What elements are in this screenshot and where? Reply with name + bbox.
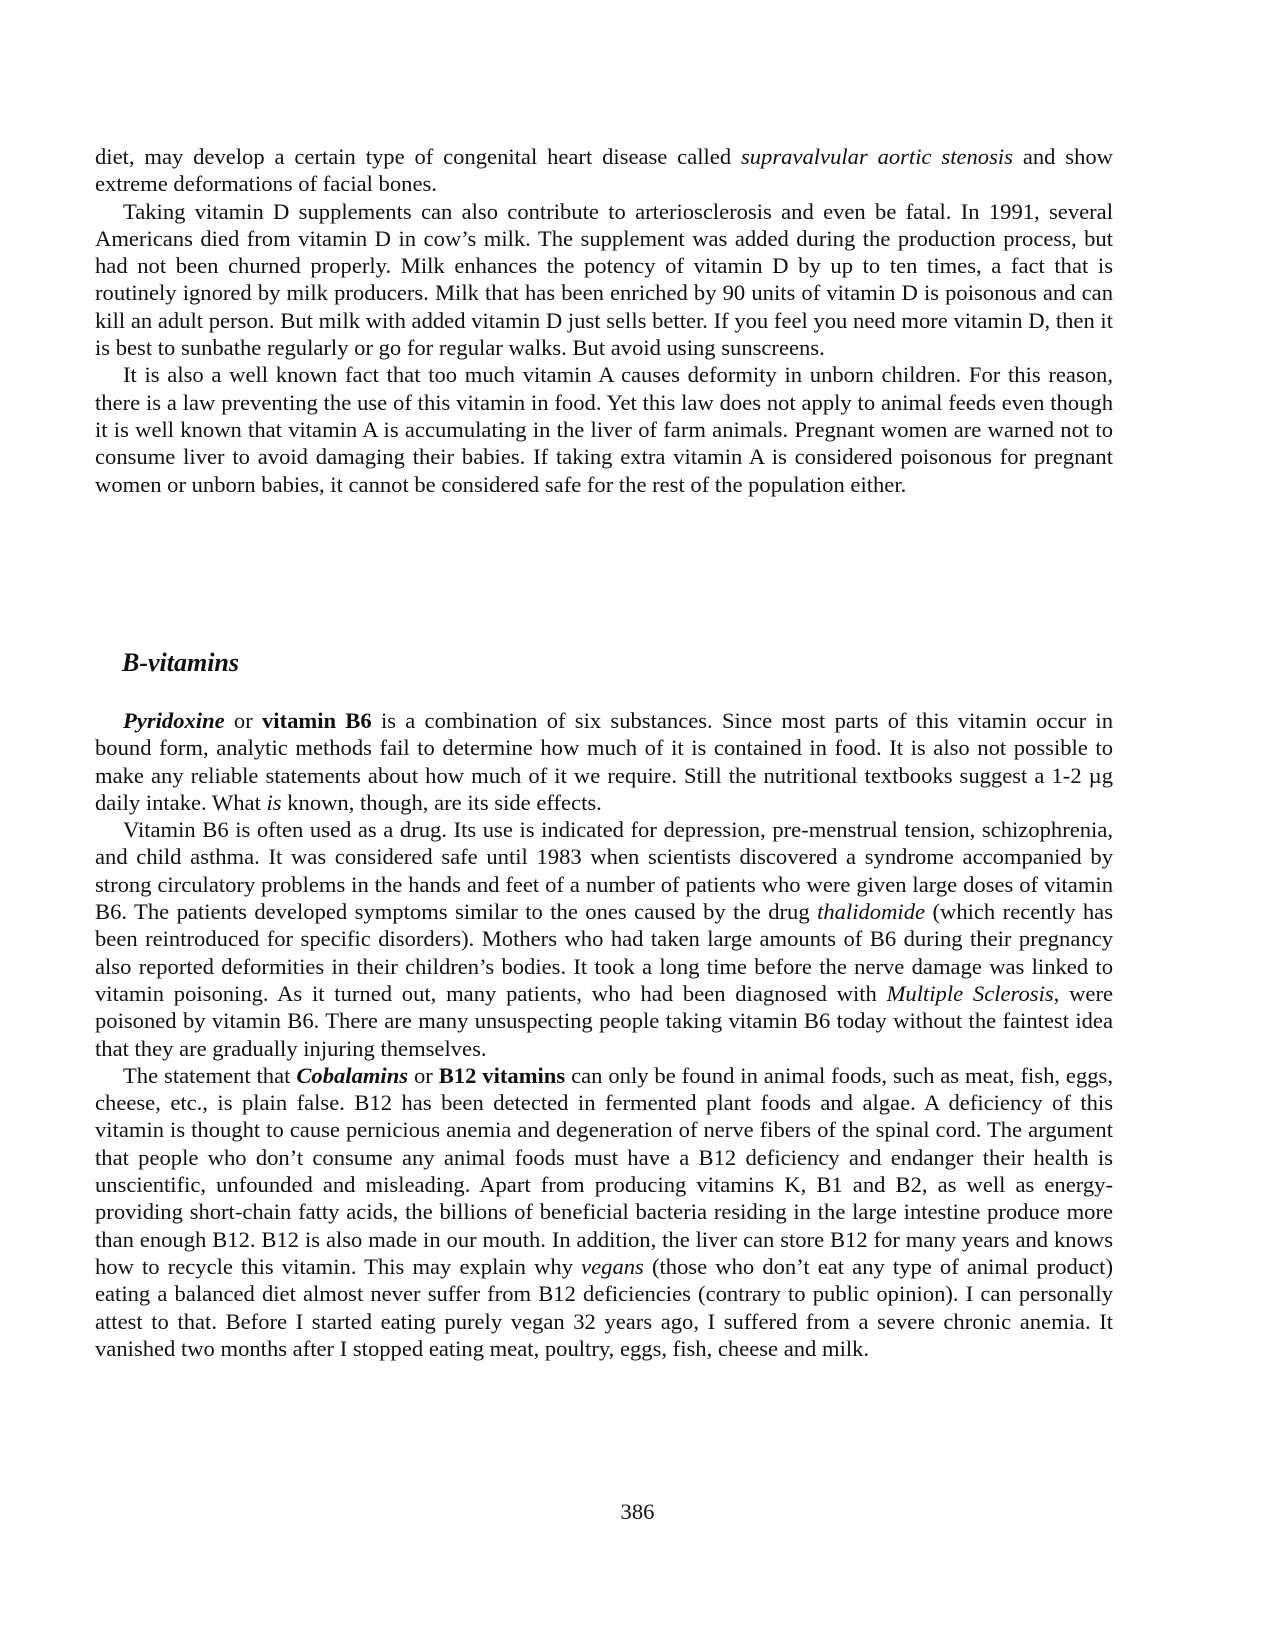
text: (which recently has been reintroduced for specific disorders). Mothers who had taken large amounts of B6 during their pregnancy also reported deformities in their children’s bodies. It took a long time before the nerve damage was linked to vitamin poisoning. As it turned out, many patients, who had been diagnosed with <box>95 899 1114 1006</box>
text: known, though, are its side effects. <box>281 789 602 815</box>
italic-term: supravalvular aortic stenosis <box>740 144 1013 169</box>
text: Vitamin B6 is often used as a drug. Its use is indicated for depression, pre-menstrual tension, schizophrenia, and child asthma. It was considered safe until 1983 when scientists discovered a syndrome accompanied by strong circulatory problems in the hands and feet of a number of patients who were given large doses of vitamin B6. The patients developed symptoms similar to the ones caused by the drug <box>95 817 1113 925</box>
text-block-bottom <box>95 707 1113 1362</box>
italic-term: is <box>266 789 282 815</box>
paragraph <box>95 143 1113 198</box>
text: or <box>224 708 262 733</box>
italic-term: Multiple Sclerosis <box>886 980 1054 1006</box>
page-number: 386 <box>620 1499 655 1524</box>
text-block-top <box>95 143 1113 498</box>
bold-italic-term: Cobalamins <box>296 1062 409 1088</box>
text: or <box>408 1062 439 1088</box>
text: and show extreme deformations of facial bones. <box>95 144 1113 197</box>
paragraph <box>95 816 1113 1062</box>
bold-italic-term: Pyridoxine <box>123 708 225 733</box>
text: can only be found in animal foods, such as meat, fish, eggs, cheese, etc., is plain false. B12 has been detected in fermented plant foods and algae. A deficiency of this vitamin is thought to cause pernicious anemia and degeneration of nerve fibers of the spinal cord. The argument that people who don’t consume any animal foods must have a B12 deficiency and endanger their health is unscientific, unfounded and misleading. Apart from producing vitamins K, B1 and B2, as well as energy-providing short-chain fatty acids, the billions of beneficial bacteria residing in the large intestine produce more than enough B12. B12 is also made in our mouth. In addition, the liver can store B12 for many years and knows how to recycle this vitamin. This may explain why <box>95 1062 1113 1279</box>
paragraph <box>95 707 1113 816</box>
text: is a combination of six substances. Since most parts of this vitamin occur in bound form, analytic methods fail to determine how much of it is contained in food. It is also not possible to make any reliable statements about how much of it we require. Still the nutritional textbooks suggest a 1-2 µg daily intake. What <box>95 708 1114 815</box>
text: (those who don’t eat any type of animal product) eating a balanced diet almost never suffer from B12 deficiencies (contrary to public opinion). I can personally attest to that. Before I started eating purely vegan 32 years ago, I suffered from a severe chronic anemia. It vanished two months after I stopped eating meat, poultry, eggs, fish, cheese and milk. <box>95 1253 1113 1361</box>
text: diet, may develop a certain type of congenital heart disease called <box>95 144 741 169</box>
text: , were poisoned by vitamin B6. There are many unsuspecting people taking vitamin B6 today without the faintest idea that they are gradually injuring themselves. <box>95 980 1113 1061</box>
bold-term: B12 vitamins <box>438 1062 566 1088</box>
paragraph: Taking vitamin D supplements can also contribute to arteriosclerosis and even be fatal. In 1991, several Americans died from vitamin D in cow’s milk. The supplement was added during the production process, but had not been churned properly. Milk enhances the potency of vitamin D by up to ten times, a fact that is routinely ignored by milk producers. Milk that has been enriched by 90 units of vitamin D is poisonous and can kill an adult person. But milk with added vitamin D just sells better. If you feel you need more vitamin D, then it is best to sunbathe regularly or go for regular walks. But avoid using sunscreens. <box>95 198 1113 361</box>
paragraph: It is also a well known fact that too much vitamin A causes deformity in unborn children. For this reason, there is a law preventing the use of this vitamin in food. Yet this law does not apply to animal feeds even though it is well known that vitamin A is accumulating in the liver of farm animals. Pregnant women are warned not to consume liver to avoid damaging their babies. If taking extra vitamin A is considered poisonous for pregnant women or unborn babies, it cannot be considered safe for the rest of the population either. <box>95 362 1113 497</box>
italic-term: vegans <box>581 1253 644 1279</box>
italic-term: thalidomide <box>817 899 926 925</box>
paragraph <box>95 1062 1113 1362</box>
text: The statement that <box>123 1062 297 1088</box>
bold-term: vitamin B6 <box>262 708 372 733</box>
section-heading: B-vitamins <box>122 648 240 677</box>
